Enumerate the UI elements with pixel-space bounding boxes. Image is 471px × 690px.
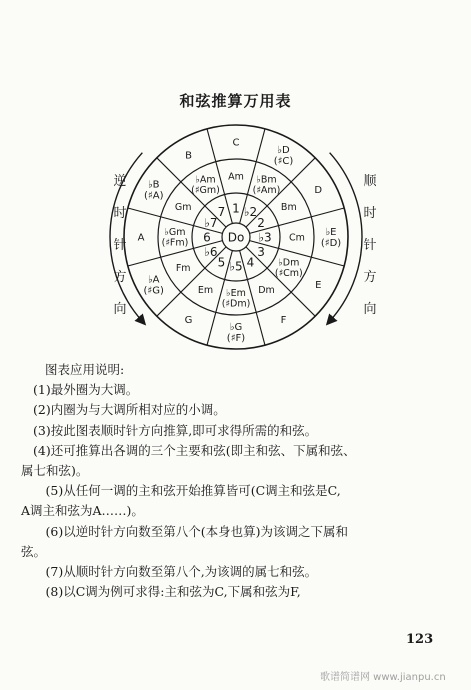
minor-key-label: Em: [197, 285, 214, 297]
major-key-label: F: [280, 314, 287, 326]
minor-key-label: Dm: [258, 285, 275, 297]
minor-key-label: ♭Em (♯Dm): [221, 288, 251, 310]
scale-degree-label: 1: [232, 201, 240, 216]
page-number: 123: [406, 632, 434, 647]
major-key-label: B: [185, 150, 192, 162]
chord-wheel: [0, 120, 471, 350]
scale-degree-label: 2: [257, 215, 265, 230]
minor-key-label: ♭Dm (♯Cm): [274, 257, 303, 280]
usage-notes: [21, 360, 451, 602]
major-key-label: ♭D (♯C): [273, 144, 294, 167]
major-key-label: E: [315, 280, 322, 292]
minor-key-label: Am: [228, 171, 244, 183]
page-title: 和弦推算万用表: [179, 92, 292, 110]
minor-key-label: Fm: [175, 262, 191, 274]
major-key-label: A: [137, 232, 145, 244]
note-line: (1)最外圈为大调。: [33, 382, 139, 398]
scale-degree-label: ♭3: [258, 230, 272, 245]
major-key-label: ♭B (♯A): [143, 179, 164, 202]
major-key-label: ♭G (♯F): [226, 322, 246, 345]
scale-degree-label: 6: [203, 230, 211, 245]
ccw-char-1: 逆: [113, 174, 127, 189]
notes-heading: 图表应用说明:: [45, 362, 125, 377]
minor-key-label: Gm: [174, 201, 192, 213]
note-line: (8)以C调为例可求得:主和弦为C,下属和弦为F,: [33, 584, 301, 600]
minor-key-label: Cm: [289, 232, 305, 244]
scale-degree-label: ♭6: [204, 244, 218, 259]
note-line: (6)以逆时针方向数至第八个(本身也算)为该调之下属和: [33, 523, 348, 539]
cw-char-4: 方: [363, 270, 377, 285]
major-key-label: G: [184, 314, 193, 326]
scale-degree-label: 3: [257, 244, 265, 259]
minor-key-label: ♭Bm (♯Am): [252, 174, 281, 196]
note-line: (7)从顺时针方向数至第八个,为该调的属七和弦。: [33, 564, 318, 580]
minor-key-label: ♭Gm (♯Fm): [161, 227, 189, 249]
scale-degree-label: ♭7: [204, 215, 218, 230]
minor-key-label: Bm: [280, 201, 297, 213]
ccw-char-3: 针: [113, 238, 127, 253]
note-line: (4)还可推算出各调的三个主要和弦(即主和弦、下属和弦、: [33, 442, 356, 458]
ccw-char-5: 向: [113, 302, 127, 317]
note-line: A调主和弦为A……)。: [21, 503, 144, 519]
note-line: 属七和弦)。: [21, 463, 89, 479]
cw-char-5: 向: [363, 302, 377, 317]
major-key-label: C: [232, 137, 240, 149]
ccw-char-2: 时: [113, 206, 127, 221]
scale-degree-label: 4: [246, 255, 255, 270]
note-line: (5)从任何一调的主和弦开始推算皆可(C调主和弦是C,: [33, 483, 341, 499]
ccw-char-4: 方: [113, 270, 127, 285]
note-line: (3)按此图表顺时针方向推算,即可求得所需的和弦。: [33, 422, 318, 438]
major-key-label: D: [314, 185, 323, 197]
major-key-label: ♭E (♯D): [320, 227, 342, 250]
scale-degree-label: 7: [217, 205, 226, 220]
watermark: 歌谱简谱网 www.jianpu.cn: [320, 672, 446, 683]
note-line: 弦。: [21, 543, 47, 559]
cw-char-1: 顺: [363, 174, 377, 189]
scale-degree-label: 5: [217, 255, 226, 270]
major-key-label: ♭A (♯G): [143, 274, 164, 297]
note-line: (2)内圈为与大调所相对应的小调。: [33, 402, 226, 418]
cw-char-2: 时: [363, 206, 377, 221]
scale-degree-label: ♭2: [243, 205, 258, 220]
minor-key-label: ♭Am (♯Gm): [191, 174, 220, 196]
cw-char-3: 针: [363, 238, 377, 253]
scale-degree-label: ♭5: [229, 259, 243, 274]
center-do-label: Do: [227, 230, 245, 245]
